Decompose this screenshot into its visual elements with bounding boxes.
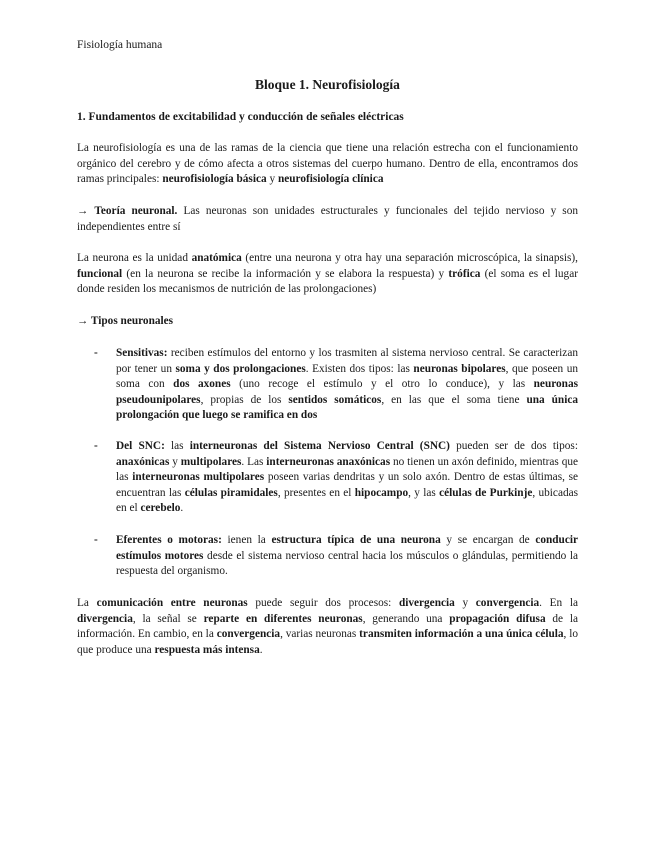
document-title: Bloque 1. Neurofisiología (255, 77, 400, 92)
section-heading-fundamentos: 1. Fundamentos de excitabilidad y conducción de señales eléctricas (77, 111, 404, 123)
bullet-dash: - (94, 440, 98, 452)
bullet-dash: - (94, 347, 98, 359)
list-item-sensitivas: Sensitivas: reciben estímulos del entorno y los trasmiten al sistema nervioso central. Se caracterizan por tener un soma y dos prolongaciones. Existen dos tipos: las neuronas bipolares, que poseen un soma con dos axones (uno recoge el estímulo y el otro lo conduce), y las neuronas pseudounipolares, propias de los sentidos somáticos, en las que el soma tiene una única prolongación que luego se ramifica en dos (116, 347, 579, 422)
paragraph-neurofisiologia: La neurofisiología es una de las ramas de la ciencia que tiene una relación estrecha con el funcionamiento orgánico del cerebro y de cómo afecta a otros sistemas del cuerpo humano. Dentro de ella, encontramos dos ramas principales: neurofisiología básica y neurofisiología clínica (77, 142, 578, 186)
arrow-icon: → (77, 315, 89, 327)
list-item-snc: Del SNC: las interneuronas del Sistema Nervioso Central (SNC) pueden ser de dos tipos: anaxónicas y multipolares. Las interneuronas anaxónicas no tienen un axón definido, mientras que las interneuronas multipolares poseen varias dendritas y un solo axón. Dentro de estas últimas, se encuentran las células piramidales, presentes en el hipocampo, y las células de Purkinje, ubicadas en el cerebelo. (116, 440, 579, 515)
list-item-eferentes: Eferentes o motoras: ienen la estructura típica de una neurona y se encargan de conducir estímulos motores desde el sistema nervioso central hacia los músculos o glándulas, permitiendo la respuesta del organismo. (116, 534, 579, 578)
paragraph-unidad-neurona: La neurona es la unidad anatómica (entre una neurona y otra hay una separación microscópica, la sinapsis), funcional (en la neurona se recibe la información y se elabora la respuesta) y trófica (el soma es el lugar donde residen los mecanismos de nutrición de las prolongaciones) (77, 252, 578, 296)
paragraph-teoria-neuronal: → Teoría neuronal. Las neuronas son unidades estructurales y funcionales del tejido nervioso y son independientes entre sí (77, 205, 579, 233)
paragraph-comunicacion: La comunicación entre neuronas puede seguir dos procesos: divergencia y convergencia. En la divergencia, la señal se reparte en diferentes neuronas, generando una propagación difusa de la información. En cambio, en la convergencia, varias neuronas transmiten información a una única célula, lo que produce una respuesta más intensa. (77, 597, 579, 656)
subheading-tipos-neuronales: → Tipos neuronales (77, 315, 174, 327)
running-header: Fisiología humana (77, 39, 163, 51)
bullet-dash: - (94, 534, 98, 546)
arrow-icon: → (77, 205, 89, 217)
